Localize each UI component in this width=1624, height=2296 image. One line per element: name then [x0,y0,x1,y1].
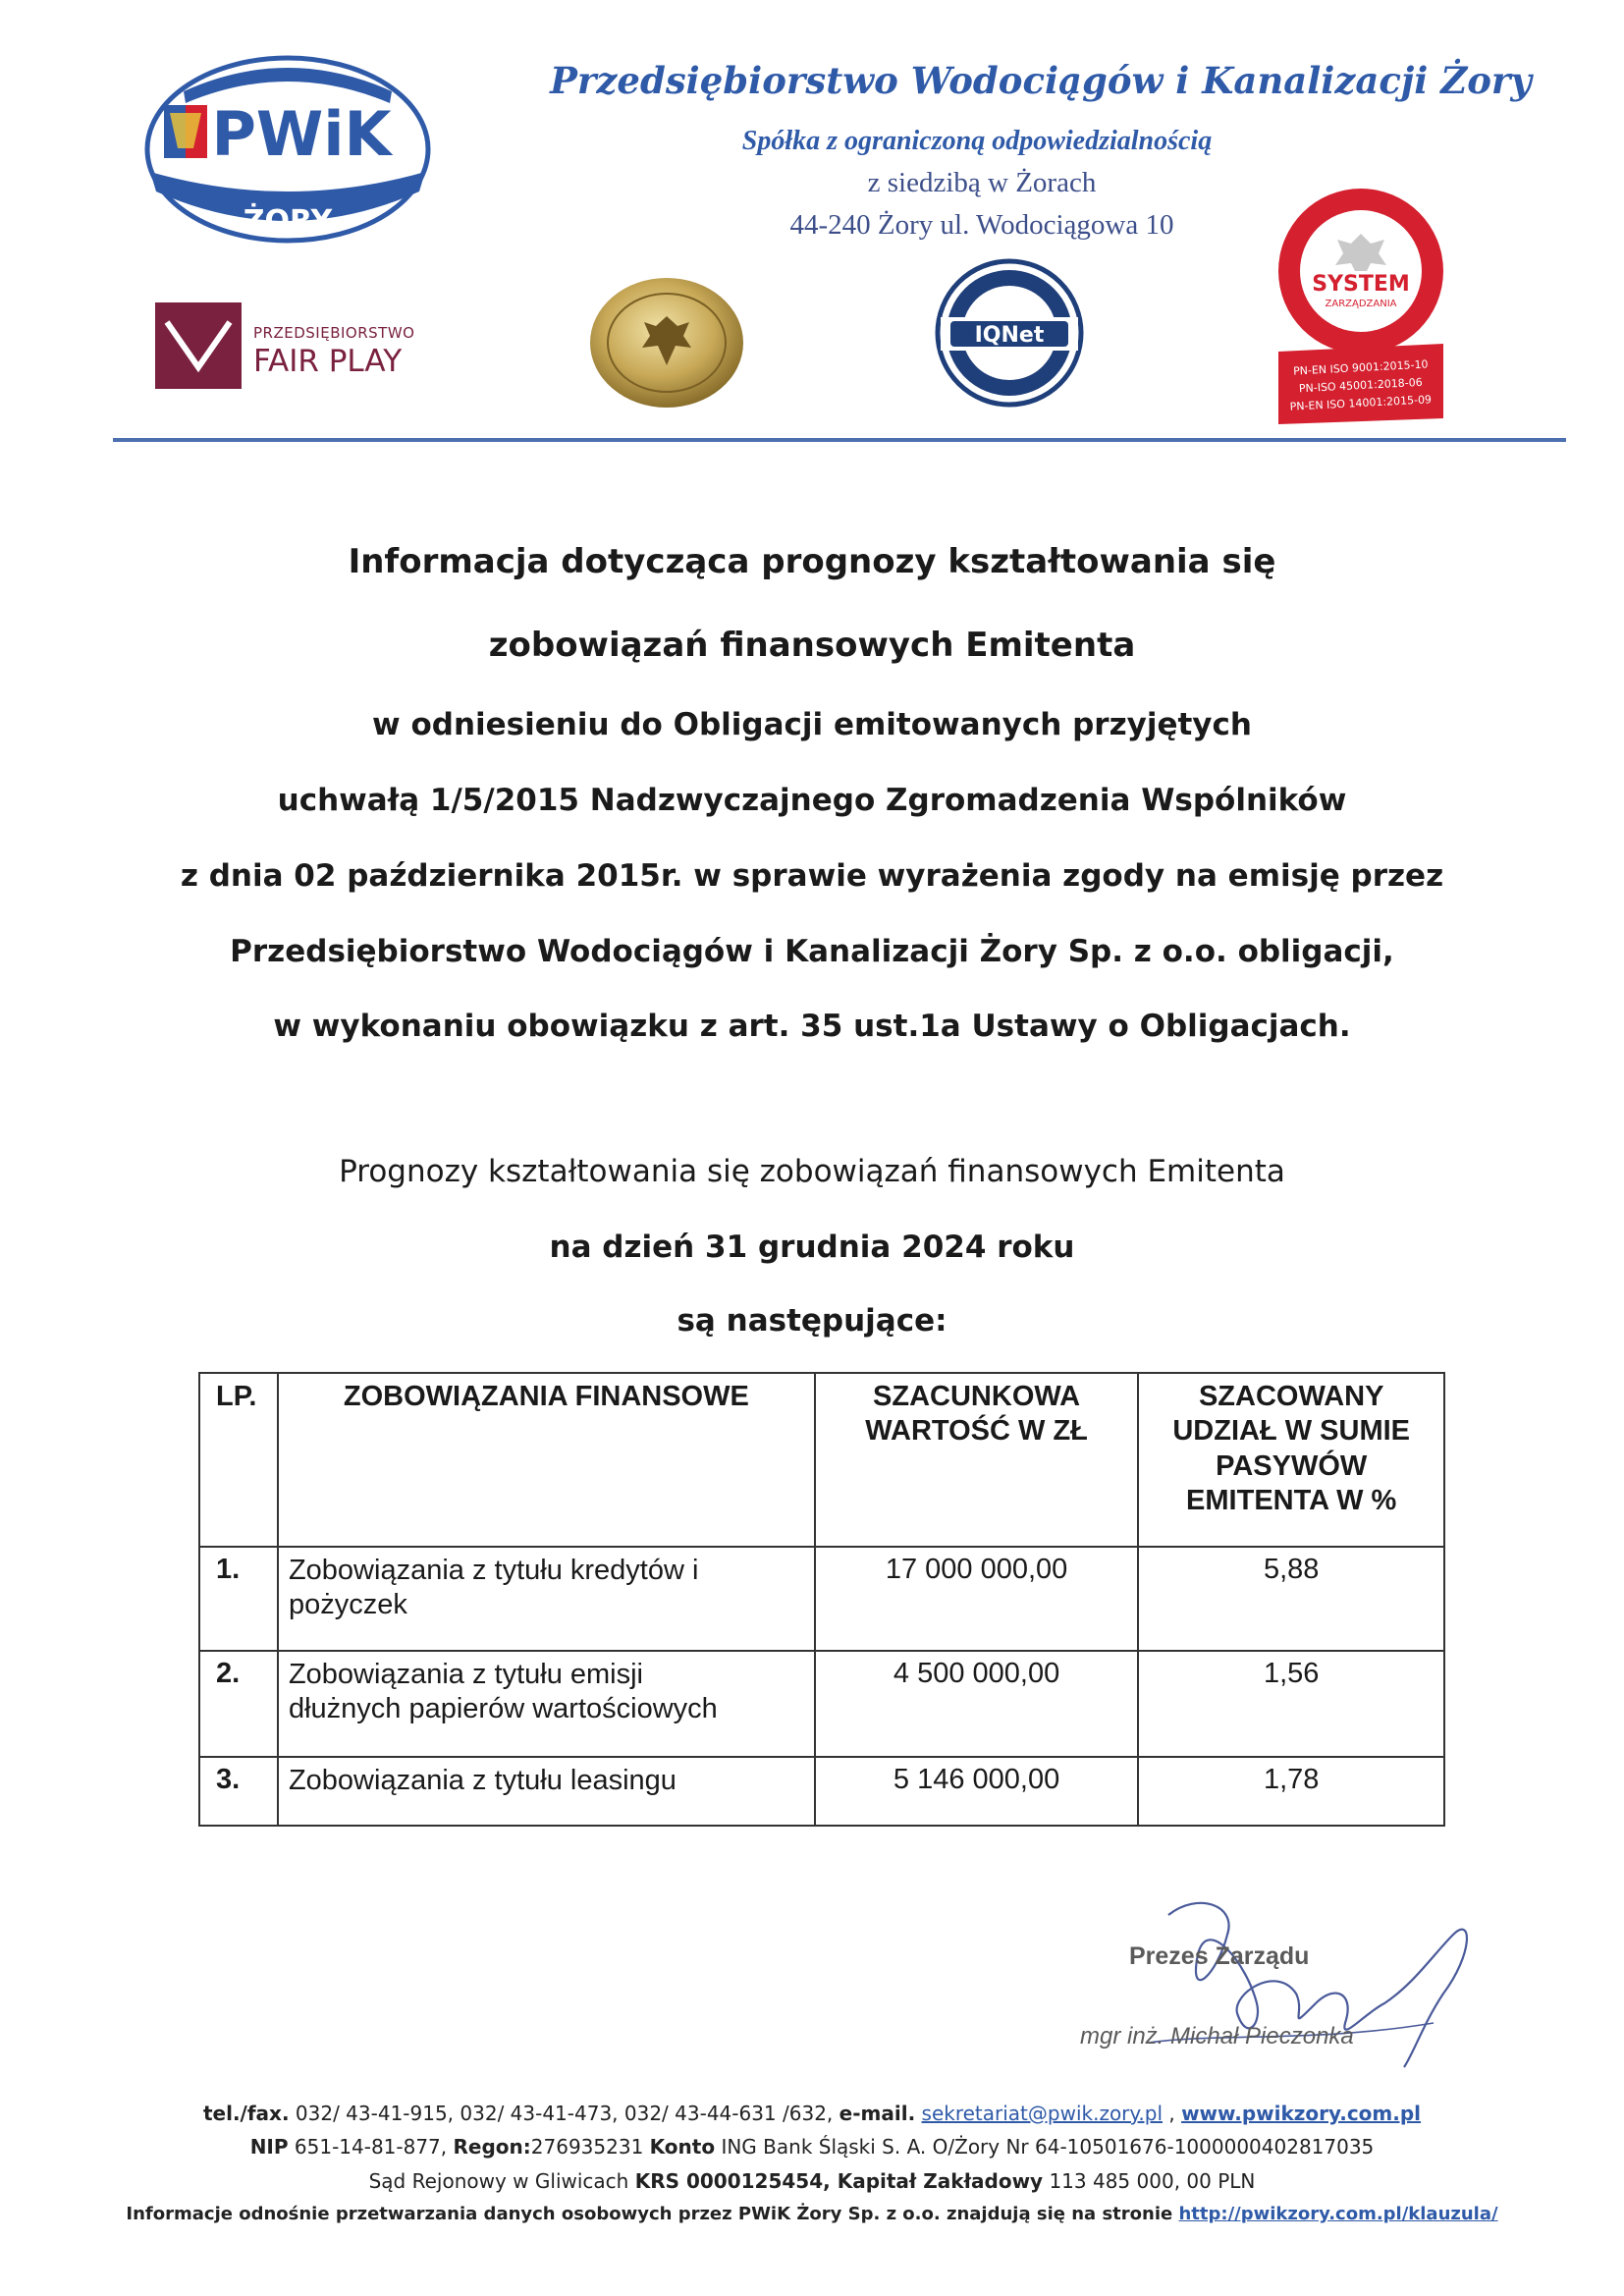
header-liabilities: ZOBOWIĄZANIA FINANSOWE [278,1373,815,1547]
row-share: 1,78 [1138,1757,1444,1826]
header-estimated-share-line-2: UDZIAŁ W SUMIE [1172,1415,1411,1448]
gold-medal-seal-icon [587,275,746,410]
pcbc-norm-3: PN-EN ISO 14001:2015-09 [1289,393,1433,413]
row-liability-line-1: Zobowiązania z tytułu emisji [288,1659,643,1690]
court-text: Sąd Rejonowy w Gliwicach [368,2169,635,2193]
signatory-title: Prezes Zarządu [1129,1942,1310,1970]
row-share: 1,56 [1138,1651,1444,1757]
footer-registration [0,2135,1624,2159]
pcbc-system-certification-icon [1272,185,1449,425]
intro-line-1: Prognozy kształtowania się zobowiązań finansowych Emitenta [339,1154,1285,1189]
capital-label: Kapitał Zakładowy [830,2169,1044,2193]
regon-value: 276935231 [530,2135,650,2159]
header-estimated-value-line-1: SZACUNKOWA [873,1381,1081,1412]
pcbc-system-label: SYSTEM [1312,272,1410,297]
row-lp: 2. [199,1651,278,1757]
signatory-name: mgr inż. Michał Pieczonka [1080,2023,1354,2050]
privacy-text: Informacje odnośnie przetwarzania danych osobowych przez PWiK Żory Sp. z o.o. znajdują się na stronie [126,2204,1179,2224]
iqnet-certification-icon [935,258,1084,408]
header-estimated-share [1138,1373,1444,1547]
table-header-row [199,1373,1444,1547]
title-line-4: uchwałą 1/5/2015 Nadzwyczajnego Zgromadzenia Wspólników [277,783,1347,818]
table-row [199,1547,1444,1651]
financial-liabilities-table [198,1372,1445,1827]
pwik-logo [144,54,431,246]
company-seat: z siedzibą w Żorach [867,167,1097,198]
fair-play-title: FAIR PLAY [253,344,403,379]
fair-play-caption: PRZEDSIĘBIORSTWO [253,324,415,342]
pcbc-norm-1: PN-EN ISO 9001:2015-10 [1292,357,1429,378]
table-row [199,1757,1444,1826]
header-divider [113,438,1566,442]
footer-court [0,2169,1624,2193]
footer-separator: , [1163,2102,1182,2125]
header-estimated-share-line-4: EMITENTA W % [1186,1485,1397,1517]
title-line-6: Przedsiębiorstwo Wodociągów i Kanalizacji Żory Sp. z o.o. obligacji, [230,934,1394,969]
footer-privacy [0,2204,1624,2224]
header-estimated-share-line-1: SZACOWANY [1198,1381,1384,1412]
email-link[interactable]: sekretariat@pwik.zory.pl [921,2102,1163,2125]
intro-date: na dzień 31 grudnia 2024 roku [549,1230,1075,1265]
header-lp: LP. [199,1373,278,1547]
row-liability-line-2: pożyczek [288,1589,407,1621]
company-address: 44-240 Żory ul. Wodociągowa 10 [789,209,1174,241]
row-liability-line-2: dłużnych papierów wartościowych [288,1693,718,1725]
row-lp: 1. [199,1547,278,1651]
company-legal-form: Spółka z ograniczoną odpowiedzialnością [741,126,1213,156]
company-name: Przedsiębiorstwo Wodociągów i Kanalizacji Żory [550,59,1532,102]
row-share: 5,88 [1138,1547,1444,1651]
website-link[interactable]: www.pwikzory.com.pl [1181,2102,1422,2125]
capital-value: 113 485 000, 00 PLN [1043,2169,1256,2193]
pwik-logo-city: ŻORY [243,204,333,239]
header-estimated-share-line-3: PASYWÓW [1216,1449,1368,1482]
pcbc-management-label: ZARZĄDZANIA [1325,299,1397,309]
row-liability-line-1: Zobowiązania z tytułu kredytów i [288,1555,699,1586]
intro-line-3: są następujące: [677,1303,947,1339]
row-liability [278,1547,815,1651]
regon-label: Regon: [453,2135,531,2159]
title-line-7: w wykonaniu obowiązku z art. 35 ust.1a Ustawy o Obligacjach. [273,1009,1351,1044]
email-label: e-mail. [839,2102,916,2125]
row-value: 4 500 000,00 [815,1651,1139,1757]
footer-contact [0,2102,1624,2125]
krs-label: KRS 0000125454, [634,2169,831,2193]
nip-value: 651-14-81-877, [288,2135,454,2159]
tel-label: tel./fax. [202,2102,290,2125]
table-row [199,1651,1444,1757]
header-estimated-value-line-2: WARTOŚĆ W ZŁ [865,1415,1088,1448]
header-estimated-value [815,1373,1139,1547]
konto-label: Konto [649,2135,716,2159]
pwik-logo-text: PWiK [211,98,392,170]
privacy-link[interactable]: http://pwikzory.com.pl/klauzula/ [1178,2204,1498,2224]
pcbc-norm-2: PN-ISO 45001:2018-06 [1298,375,1424,396]
row-liability [278,1757,815,1826]
row-lp: 3. [199,1757,278,1826]
row-value: 17 000 000,00 [815,1547,1139,1651]
fair-play-logo [155,302,415,391]
row-liability-line-1: Zobowiązania z tytułu leasingu [288,1765,677,1796]
nip-label: NIP [249,2135,289,2159]
konto-value: ING Bank Śląski S. A. O/Żory Nr 64-10501676-1000000402817035 [715,2135,1375,2159]
title-line-2: zobowiązań finansowych Emitenta [488,626,1136,665]
tel-numbers: 032/ 43-41-915, 032/ 43-41-473, 032/ 43-44-631 /632, [289,2102,839,2125]
row-liability [278,1651,815,1757]
row-value: 5 146 000,00 [815,1757,1139,1826]
fair-play-emblem [155,302,242,389]
title-line-3: w odniesieniu do Obligacji emitowanych przyjętych [372,707,1252,742]
title-line-1: Informacja dotycząca prognozy kształtowania się [348,542,1276,581]
title-line-5: z dnia 02 października 2015r. w sprawie wyrażenia zgody na emisję przez [180,858,1444,894]
iqnet-label: IQNet [974,323,1045,348]
